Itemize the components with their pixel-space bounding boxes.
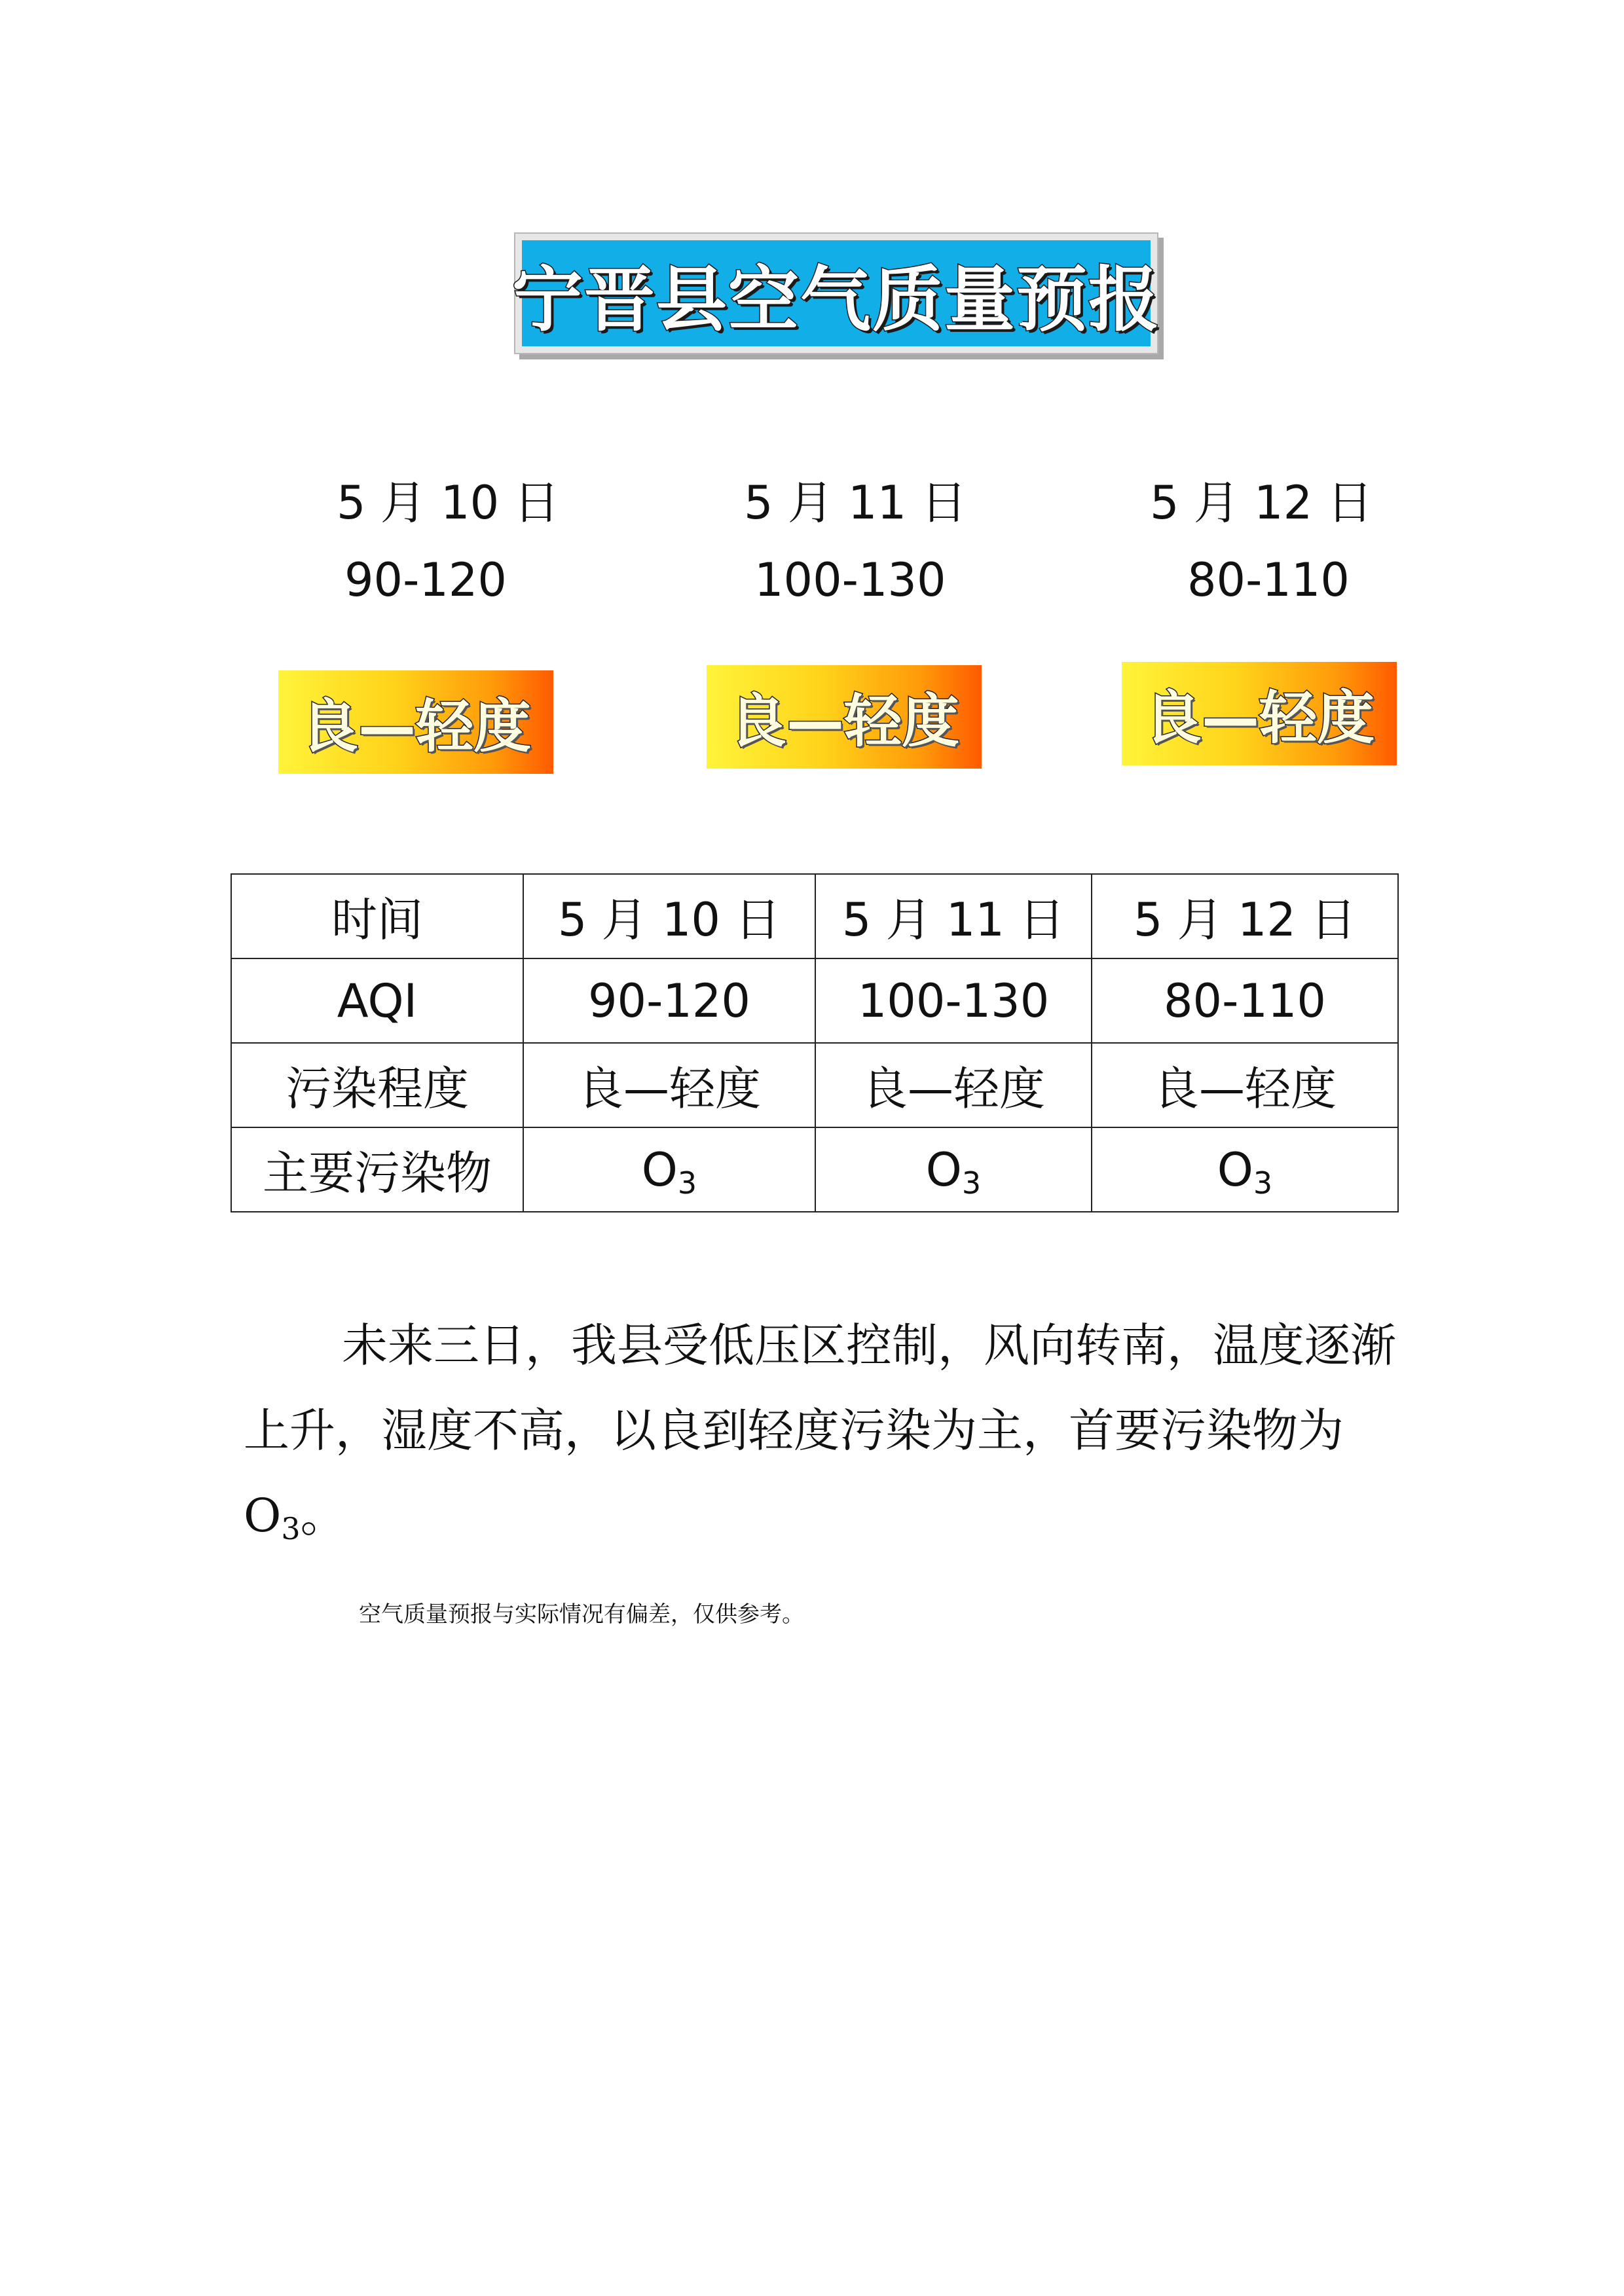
- forecast-level-badge-3: [1122, 662, 1397, 765]
- row-header-cell: 时间: [231, 874, 523, 958]
- table-cell: 80-110: [1092, 958, 1398, 1043]
- forecast-date-1: 5 月 10 日: [337, 476, 560, 530]
- forecast-level-badge-1: [278, 670, 553, 774]
- forecast-level-2: 良—轻度: [728, 687, 959, 755]
- table-row: [231, 1127, 1398, 1212]
- pollutant-symbol: O: [641, 1142, 678, 1197]
- table-cell: 100-130: [815, 958, 1092, 1043]
- pollutant-symbol: O: [925, 1142, 962, 1197]
- pollutant-subscript: 3: [677, 1165, 697, 1201]
- forecast-date-3: 5 月 12 日: [1150, 476, 1373, 530]
- summary-end: 。: [300, 1489, 346, 1542]
- table-cell: 良—轻度: [815, 1043, 1092, 1127]
- table-cell: 良—轻度: [1092, 1043, 1398, 1127]
- forecast-date-2: 5 月 11 日: [744, 476, 967, 530]
- forecast-aqi-2: 100-130: [754, 553, 946, 607]
- table-cell: 良—轻度: [523, 1043, 815, 1127]
- forecast-summary: [244, 1303, 1396, 1563]
- pollutant-subscript: 3: [961, 1165, 982, 1201]
- table-row: [231, 958, 1398, 1043]
- pollutant-symbol: O: [1217, 1142, 1253, 1197]
- row-header-cell: 主要污染物: [231, 1127, 523, 1212]
- table-cell: [1092, 1127, 1398, 1212]
- title-banner-fill: [512, 240, 1161, 346]
- table-cell: [815, 1127, 1092, 1212]
- forecast-level-3: 良—轻度: [1143, 684, 1375, 752]
- table-cell: [523, 1127, 815, 1212]
- title-banner: [512, 232, 1161, 354]
- forecast-aqi-1: 90-120: [344, 553, 507, 607]
- table-row: [231, 874, 1398, 958]
- forecast-level-badge-2: [707, 665, 982, 769]
- page-title: 宁晋县空气质量预报: [512, 259, 1161, 341]
- summary-subscript: 3: [281, 1511, 301, 1546]
- row-header-cell: 污染程度: [231, 1043, 523, 1127]
- pollutant-subscript: 3: [1253, 1165, 1273, 1201]
- row-header-cell: AQI: [231, 958, 523, 1043]
- table-cell: 90-120: [523, 958, 815, 1043]
- table-row: [231, 1043, 1398, 1127]
- forecast-level-1: 良—轻度: [300, 693, 531, 760]
- table-cell: 5 月 12 日: [1092, 874, 1398, 958]
- table-cell: 5 月 10 日: [523, 874, 815, 958]
- summary-text: 未来三日，我县受低压区控制，风向转南，温度逐渐上升，湿度不高，以良到轻度污染为主，首要污染物为 O: [244, 1319, 1396, 1542]
- disclaimer-note: 空气质量预报与实际情况有偏差，仅供参考。: [359, 1601, 804, 1628]
- aqi-forecast-table: [231, 873, 1399, 1212]
- table-cell: 5 月 11 日: [815, 874, 1092, 958]
- forecast-aqi-3: 80-110: [1187, 553, 1350, 607]
